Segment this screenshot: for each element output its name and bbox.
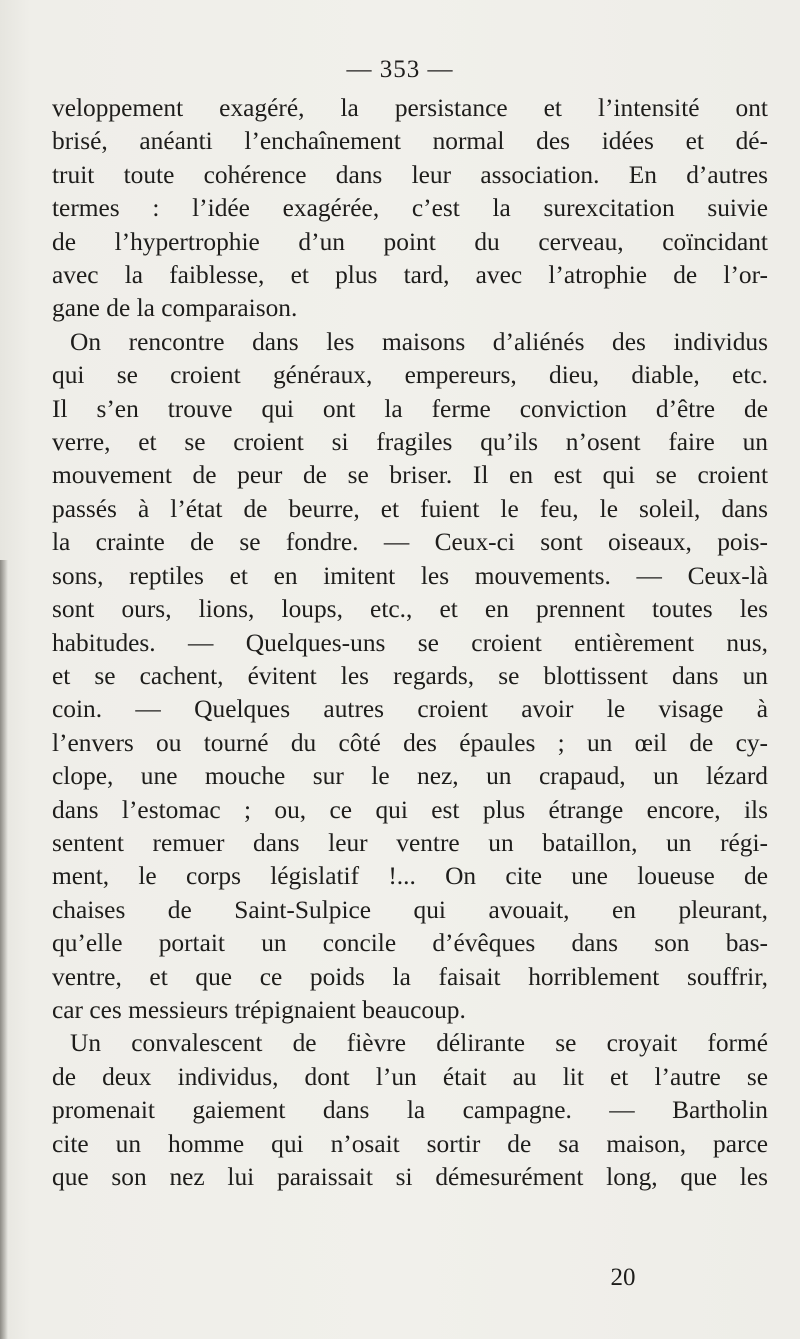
page-number-header: — 353 — <box>346 56 454 83</box>
text-line: promenait gaiement dans la campagne. — Bartholin <box>52 1096 768 1125</box>
text-line: habitudes. — Quelques-uns se croient entièrement nus, <box>52 628 768 657</box>
text-line: l’envers ou tourné du côté des épaules ; un œil de cy- <box>52 728 768 757</box>
paragraph <box>52 92 768 326</box>
text-line: la crainte de se fondre. — Ceux-ci sont oiseaux, pois- <box>52 528 768 557</box>
paragraph <box>52 326 768 1028</box>
text-line: On rencontre dans les maisons d’aliénés des individus <box>70 327 768 356</box>
text-line: clope, une mouche sur le nez, un crapaud, un lézard <box>52 762 768 791</box>
text-line: cite un homme qui n’osait sortir de sa maison, parce <box>52 1129 768 1158</box>
text-line: gane de la comparaison. <box>52 294 298 323</box>
text-line: truit toute cohérence dans leur association. En d’autres <box>52 160 768 189</box>
text-line: sons, reptiles et en imitent les mouvements. — Ceux-là <box>52 561 768 590</box>
text-line: Il s’en trouve qui ont la ferme conviction d’être de <box>52 394 768 423</box>
text-line: mouvement de peur de se briser. Il en est qui se croient <box>52 461 768 490</box>
text-line: termes : l’idée exagérée, c’est la surexcitation suivie <box>52 194 768 223</box>
text-line: veloppement exagéré, la persistance et l’intensité ont <box>52 94 768 122</box>
text-line: ventre, et que ce poids la faisait horriblement souffrir, <box>52 962 768 991</box>
binding-shadow <box>0 560 8 1339</box>
text-line: qui se croient généraux, empereurs, dieu, diable, etc. <box>52 361 768 390</box>
text-line: sont ours, lions, loups, etc., et en prennent toutes les <box>52 595 768 624</box>
text-line: brisé, anéanti l’enchaînement normal des idées et dé- <box>52 127 768 156</box>
text-line: Un convalescent de fièvre délirante se croyait formé <box>70 1029 768 1058</box>
text-line: ment, le corps législatif !... On cite une loueuse de <box>52 862 768 891</box>
text-line: et se cachent, évitent les regards, se blottissent dans un <box>52 661 768 690</box>
text-line: que son nez lui paraissait si démesurément long, que les <box>52 1163 768 1191</box>
text-line: coin. — Quelques autres croient avoir le visage à <box>52 695 768 724</box>
signature-mark: 20 <box>610 1264 636 1291</box>
text-line: passés à l’état de beurre, et fuient le feu, le soleil, dans <box>52 494 768 523</box>
text-line: de l’hypertrophie d’un point du cerveau, coïncidant <box>52 227 768 256</box>
text-line: avec la faiblesse, et plus tard, avec l’atrophie de l’or- <box>52 261 768 290</box>
text-line: de deux individus, dont l’un était au lit et l’autre se <box>52 1062 768 1091</box>
paragraph <box>52 1027 768 1194</box>
text-line: car ces messieurs trépignaient beaucoup. <box>52 995 466 1024</box>
text-line: qu’elle portait un concile d’évêques dans son bas- <box>52 929 768 958</box>
body-text <box>52 92 768 1194</box>
text-line: chaises de Saint-Sulpice qui avouait, en pleurant, <box>52 895 768 924</box>
text-line: verre, et se croient si fragiles qu’ils n’osent faire un <box>52 428 768 457</box>
text-line: dans l’estomac ; ou, ce qui est plus étrange encore, ils <box>52 795 768 824</box>
text-line: sentent remuer dans leur ventre un bataillon, un régi- <box>52 828 768 857</box>
